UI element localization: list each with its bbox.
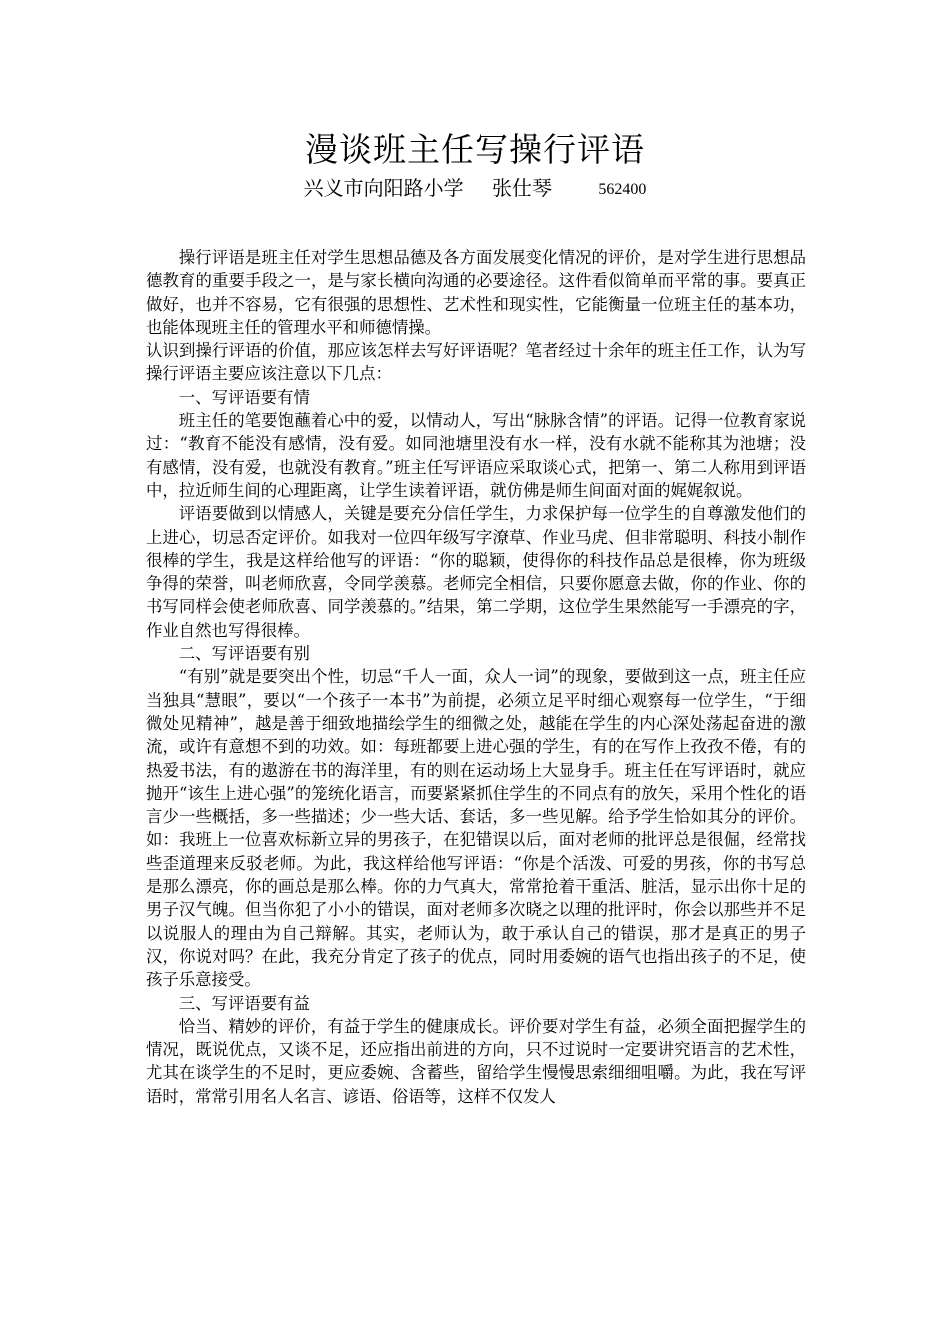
paragraph: 评语要做到以情感人，关键是要充分信任学生，力求保护每一位学生的自尊激发他们的上进心，切忌否定评价。如我对一位四年级写字潦草、作业马虎、但非常聪明、科技小制作很棒的学生，我是这样给他写的评语：“你的聪颖，使得你的科技作品总是很棒，你为班级争得的荣誉，叫老师欣喜，令同学羡慕。老师完全相信，只要你愿意去做，你的作业、你的书写同样会使老师欣喜、同学羡慕的。”结果，第二学期，这位学生果然能写一手漂亮的字，作业自然也写得很棒。: [146, 504, 806, 640]
section-heading: 二、写评语要有别: [178, 644, 310, 664]
paragraph: “有别”就是要突出个性，切忌“千人一面，众人一词”的现象，要做到这一点，班主任应当独具“慧眼”，要以“一个孩子一本书”为前提，必须立足平时细心观察每一位学生，“于细微处见精神”，越是善于细致地描绘学生的细微之处，越能在学生的内心深处荡起奋进的激流，或许有意想不到的功效。如：每班都要上进心强的学生，有的在写作上孜孜不倦，有的热爱书法，有的遨游在书的海洋里，有的则在运动场上大显身手。班主任在写评语时，就应抛开“该生上进心强”的笼统化语言，而要紧紧抓住学生的不同点有的放矢，采用个性化的语言少一些概括，多一些描述；少一些大话、套话，多一些见解。给予学生恰如其分的评价。如：我班上一位喜欢标新立异的男孩子，在犯错误以后，面对老师的批评总是很倔，经常找些歪道理来反驳老师。为此，我这样给他写评语：“你是个活泼、可爱的男孩，你的书写总是那么漂亮，你的画总是那么棒。你的力气真大，常常抢着干重活、脏活，显示出你十足的男子汉气魄。但当你犯了小小的错误，面对老师多次晓之以理的批评时，你会以那些并不足以说服人的理由为自己辩解。其实，老师认为，敢于承认自己的错误，那才是真正的男子汉，你说对吗？在此，我充分肯定了孩子的优点，同时用委婉的语气也指出孩子的不足，使孩子乐意接受。: [146, 667, 806, 990]
paragraph: 操行评语是班主任对学生思想品德及各方面发展变化情况的评价，是对学生进行思想品德教育的重要手段之一，是与家长横向沟通的必要途径。这件看似简单而平常的事。要真正做好，也并不容易，它有很强的思想性、艺术性和现实性，它能衡量一位班主任的基本功，也能体现班主任的管理水平和师德情操。: [146, 248, 806, 337]
school-name: 兴义市向阳路小学: [303, 176, 464, 200]
section-heading: 一、写评语要有情: [178, 387, 310, 407]
author-name: 张仕琴: [492, 176, 552, 200]
postal-code: 562400: [598, 181, 647, 198]
byline: [0, 174, 950, 204]
paragraph: 班主任的笔要饱蘸着心中的爱，以情动人，写出“脉脉含情”的评语。记得一位教育家说过：“教育不能没有感情，没有爱。如同池塘里没有水一样，没有水就不能称其为池塘；没有感情，没有爱，也就没有教育。”班主任写评语应采取谈心式，把第一、第二人称用到评语中，拉近师生间的心理距离，让学生读着评语，就仿佛是师生间面对面的娓娓叙说。: [146, 411, 806, 500]
paragraph: 恰当、精妙的评价，有益于学生的健康成长。评价要对学生有益，必须全面把握学生的情况，既说优点，又谈不足，还应指出前进的方向，只不过说时一定要讲究语言的艺术性，尤其在谈学生的不足时，更应委婉、含蓄些，留给学生慢慢思索细细咀嚼。为此，我在写评语时，常常引用名人名言、谚语、俗语等，这样不仅发人: [146, 1016, 806, 1106]
document-body: [146, 246, 806, 1108]
paragraph: 认识到操行评语的价值，那应该怎样去写好评语呢？笔者经过十余年的班主任工作，认为写操行评语主要应该注意以下几点：: [146, 341, 806, 384]
document-title: 漫谈班主任写操行评语: [305, 130, 645, 169]
section-heading: 三、写评语要有益: [178, 993, 310, 1013]
